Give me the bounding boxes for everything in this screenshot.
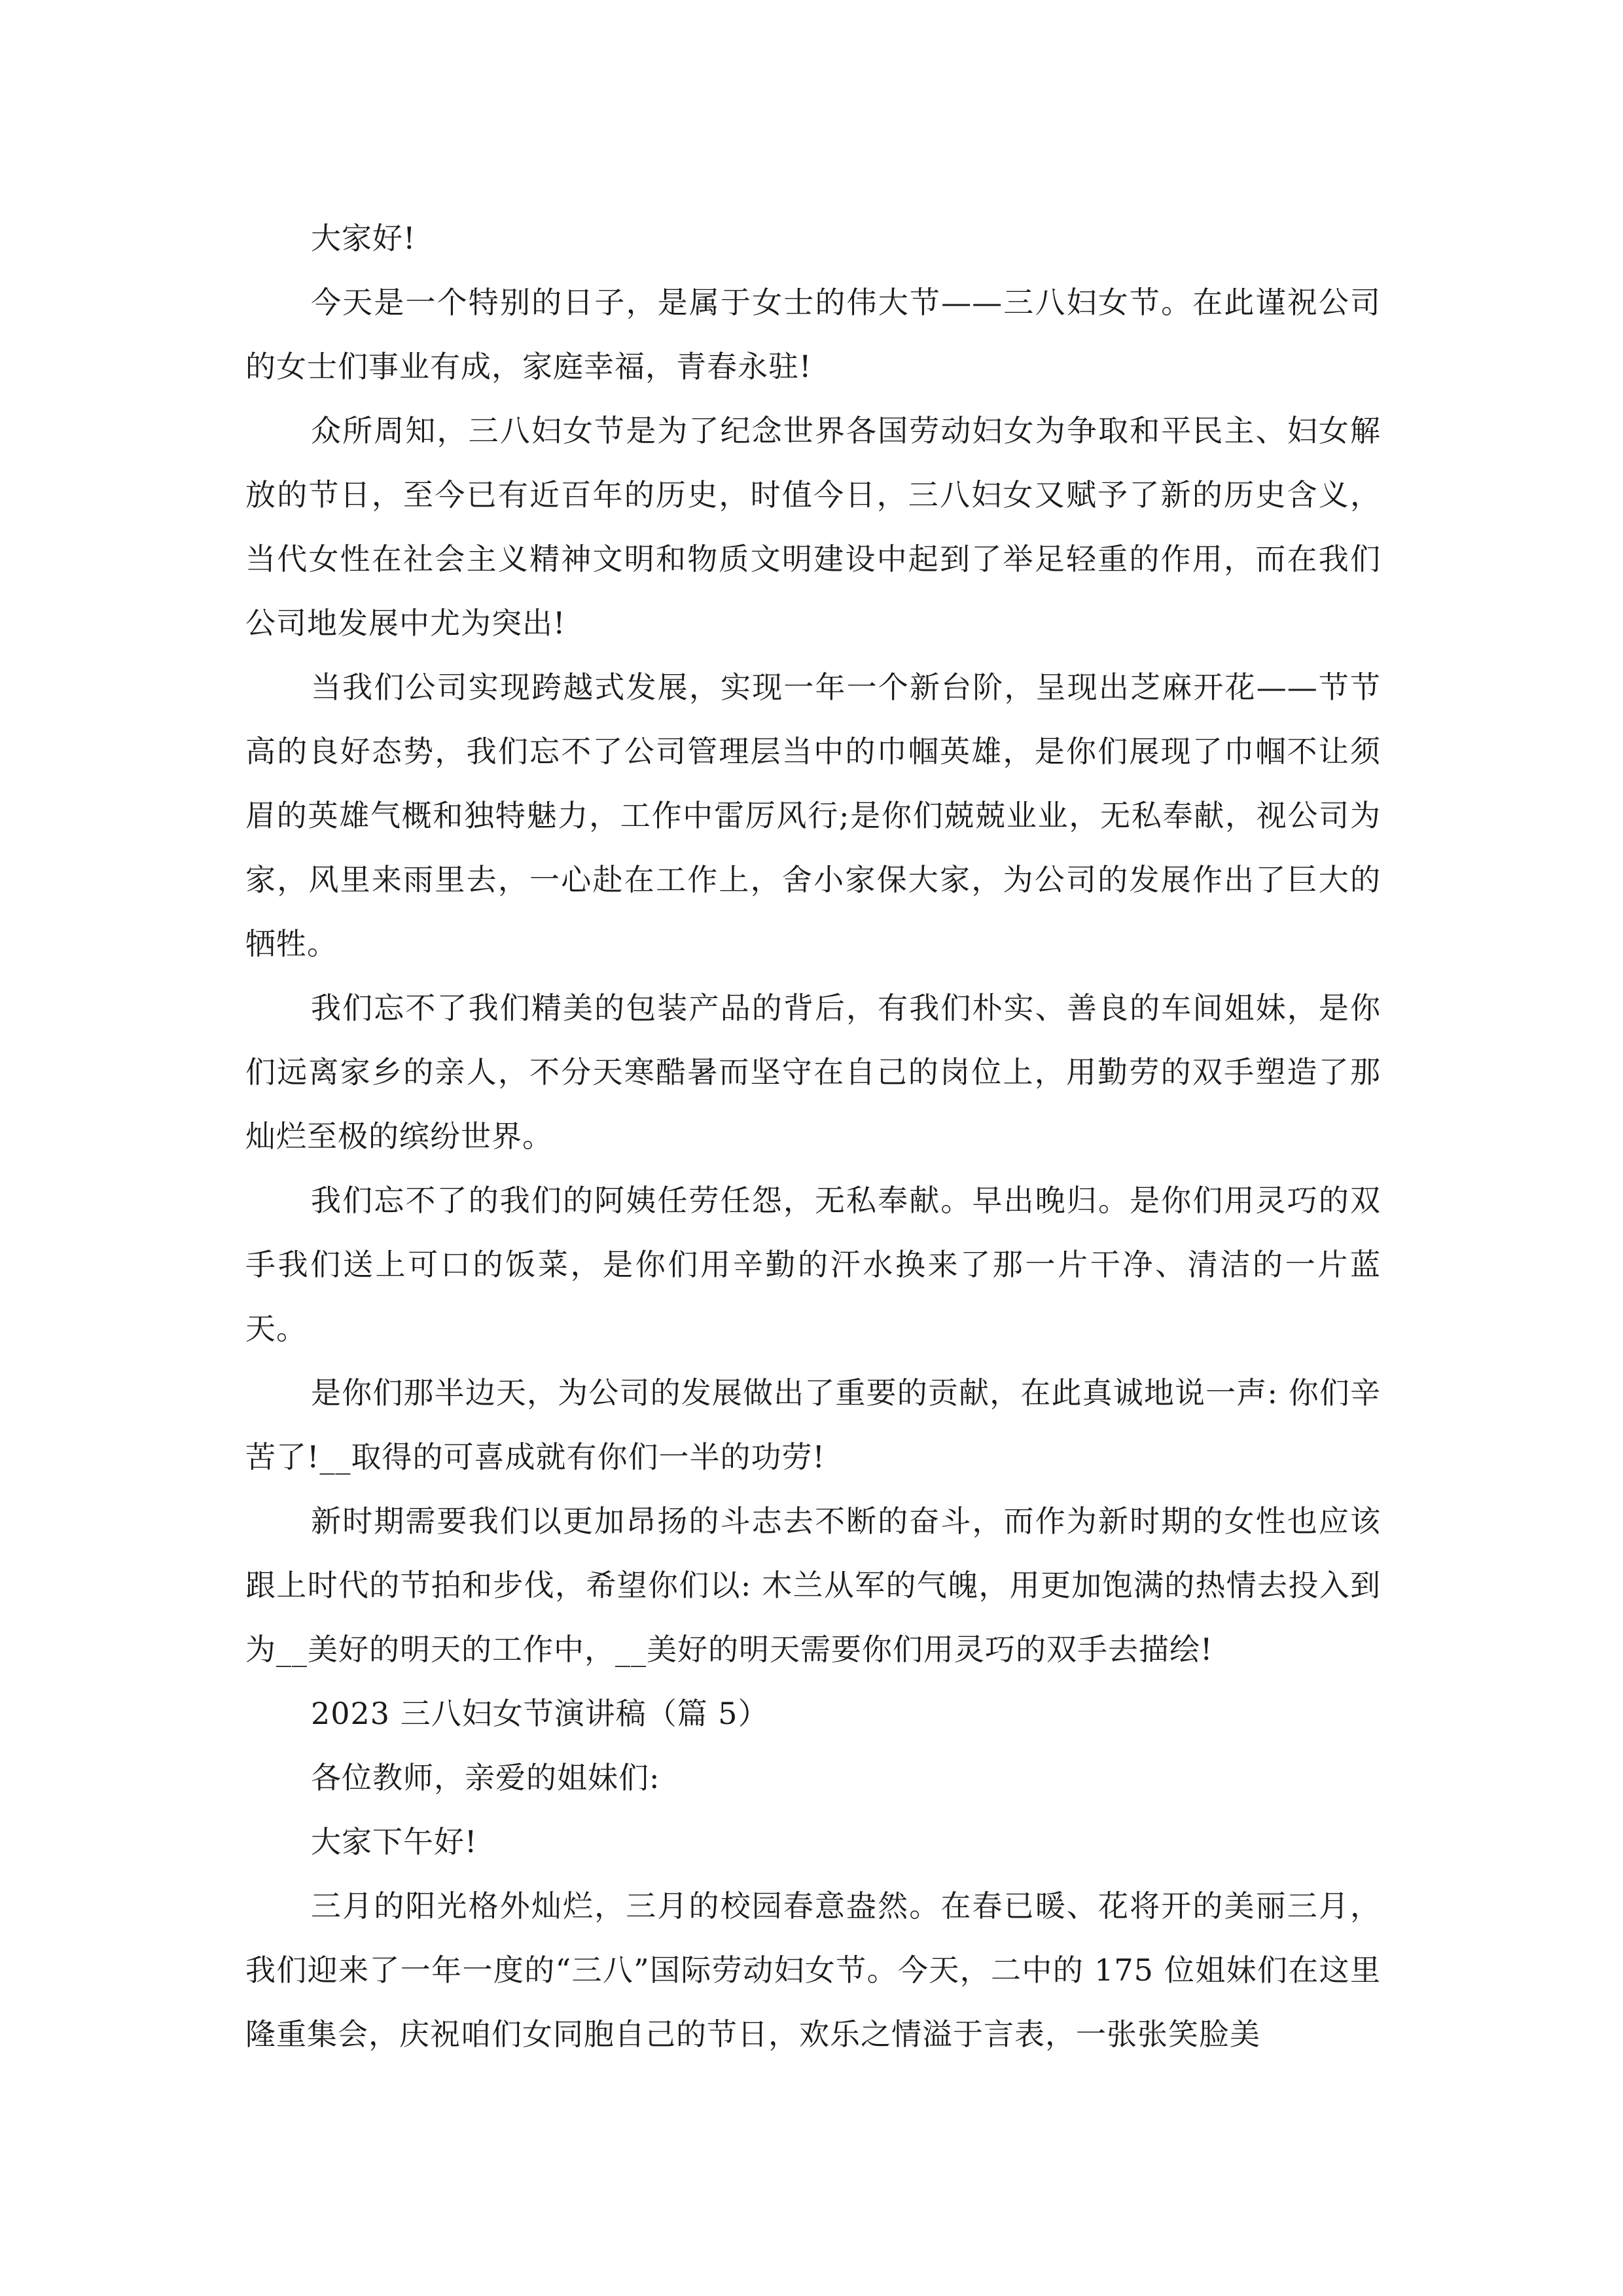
paragraph-greeting: 大家好! xyxy=(311,221,416,256)
paragraph-salutation: 各位教师，亲爱的姐妹们: xyxy=(311,1760,660,1795)
paragraph-holiday-wishes: 今天是一个特别的日子，是属于女士的伟大节——三八妇女节。在此谨祝公司的女士们事业有成，家庭幸福，青春永驻! xyxy=(245,285,1381,384)
paragraph-holiday-history: 众所周知，三八妇女节是为了纪念世界各国劳动妇女为争取和平民主、妇女解放的节日，至今已有近百年的历史，时值今日，三八妇女又赋予了新的历史含义，当代女性在社会主义精神文明和物质文明建设中起到了举足轻重的作用，而在我们公司地发展中尤为突出! xyxy=(245,413,1381,641)
paragraph-workshop-sisters: 我们忘不了我们精美的包装产品的背后，有我们朴实、善良的车间姐妹，是你们远离家乡的亲人，不分天寒酷暑而坚守在自己的岗位上，用勤劳的双手塑造了那灿烂至极的缤纷世界。 xyxy=(245,990,1381,1154)
paragraph-afternoon-greeting: 大家下午好! xyxy=(311,1824,478,1859)
paragraph-thanks: 是你们那半边天，为公司的发展做出了重要的贡献，在此真诚地说一声: 你们辛苦了!__取得的可喜成就有你们一半的功劳! xyxy=(245,1375,1381,1475)
paragraph-march-sunshine: 三月的阳光格外灿烂，三月的校园春意盎然。在春已暖、花将开的美丽三月，我们迎来了一年一度的“三八”国际劳动妇女节。今天，二中的 175 位姐妹们在这里隆重集会，庆祝咱们女同胞自己的节日，欢乐之情溢于言表，一张张笑脸美 xyxy=(245,1888,1381,2052)
paragraph-new-era: 新时期需要我们以更加昂扬的斗志去不断的奋斗，而作为新时期的女性也应该跟上时代的节拍和步伐，希望你们以: 木兰从军的气魄，用更加饱满的热情去投入到为__美好的明天的工作中，__美好的明天需要你们用灵巧的双手去描绘! xyxy=(245,1503,1381,1667)
document-body xyxy=(245,206,1381,2066)
paragraph-aunties: 我们忘不了的我们的阿姨任劳任怨，无私奉献。早出晚归。是你们用灵巧的双手我们送上可口的饭菜，是你们用辛勤的汗水换来了那一片干净、清洁的一片蓝天。 xyxy=(245,1183,1381,1346)
paragraph-management-heroines: 当我们公司实现跨越式发展，实现一年一个新台阶，呈现出芝麻开花——节节高的良好态势，我们忘不了公司管理层当中的巾帼英雄，是你们展现了巾帼不让须眉的英雄气概和独特魅力，工作中雷厉风行;是你们兢兢业业，无私奉献，视公司为家，风里来雨里去，一心赴在工作上，舍小家保大家，为公司的发展作出了巨大的牺牲。 xyxy=(245,670,1381,961)
section-heading: 2023 三八妇女节演讲稿（篇 5） xyxy=(311,1696,769,1731)
